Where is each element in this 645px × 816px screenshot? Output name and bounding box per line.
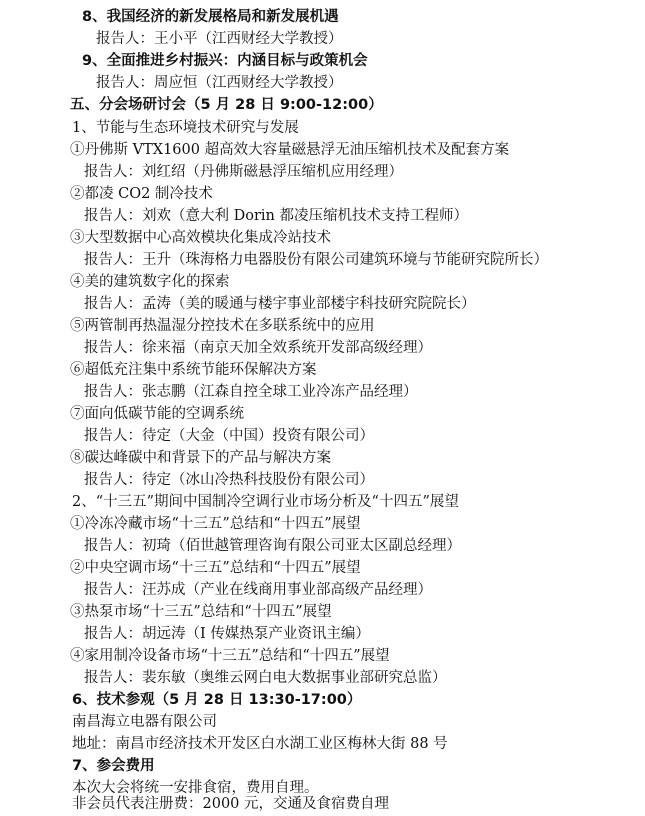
- talk-8-title: ⑧碳达峰碳中和背景下的产品与解决方案: [70, 450, 331, 466]
- talk-1-speaker: 报告人：刘红绍（丹佛斯磁悬浮压缩机应用经理）: [84, 164, 403, 180]
- market-talk-3-title: ③热泵市场“十三五”总结和“十四五”展望: [70, 604, 332, 620]
- fee-accommodation-note: 本次大会将统一安排食宿，费用自理。: [72, 780, 319, 796]
- market-talk-1-title: ①冷冻冷藏市场“十三五”总结和“十四五”展望: [70, 516, 361, 532]
- talk-8-speaker: 报告人：待定（冰山冷热科技股份有限公司）: [84, 472, 374, 488]
- talk-4-title: ④美的建筑数字化的探索: [70, 274, 230, 290]
- market-talk-4-title: ④家用制冷设备市场“十三五”总结和“十四五”展望: [70, 648, 390, 664]
- talk-1-title: ①丹佛斯 VTX1600 超高效大容量磁悬浮无油压缩机技术及配套方案: [70, 142, 510, 158]
- talk-7-title: ⑦面向低碳节能的空调系统: [70, 406, 244, 422]
- market-talk-3-speaker: 报告人：胡远涛（I 传媒热泵产业资讯主编）: [84, 626, 370, 642]
- agenda-item-8-speaker: 报告人：王小平（江西财经大学教授）: [96, 31, 343, 47]
- talk-5-speaker: 报告人：徐来福（南京天加全效系统开发部高级经理）: [84, 340, 432, 356]
- talk-3-speaker: 报告人：王升（珠海格力电器股份有限公司建筑环境与节能研究院所长）: [84, 252, 548, 268]
- talk-6-speaker: 报告人：张志鹏（江森自控全球工业冷冻产品经理）: [84, 384, 418, 400]
- talk-5-title: ⑤两管制再热温湿分控技术在多联系统中的应用: [70, 318, 375, 334]
- agenda-item-9-speaker: 报告人：周应恒（江西财经大学教授）: [96, 75, 343, 91]
- agenda-item-9-title: 9、全面推进乡村振兴：内涵目标与政策机会: [82, 53, 368, 69]
- section-7-heading: 7、参会费用: [72, 758, 155, 774]
- visit-address: 地址：南昌市经济技术开发区白水湖工业区梅林大街 88 号: [72, 736, 448, 752]
- talk-4-speaker: 报告人：孟涛（美的暖通与楼宇事业部楼宇科技研究院院长）: [84, 296, 476, 312]
- talk-3-title: ③大型数据中心高效模块化集成冷站技术: [70, 230, 331, 246]
- subsection-2-heading: 2、“十三五”期间中国制冷空调行业市场分析及“十四五”展望: [72, 494, 459, 510]
- agenda-item-8-title: 8、我国经济的新发展格局和新发展机遇: [82, 9, 339, 25]
- talk-6-title: ⑥超低充注集中系统节能环保解决方案: [70, 362, 317, 378]
- talk-2-speaker: 报告人：刘欢（意大利 Dorin 都凌压缩机技术支持工程师）: [84, 208, 468, 224]
- talk-2-title: ②都凌 CO2 制冷技术: [70, 186, 213, 202]
- market-talk-2-speaker: 报告人：汪苏成（产业在线商用事业部高级产品经理）: [84, 582, 432, 598]
- subsection-1-heading: 1、节能与生态环境技术研究与发展: [72, 120, 299, 136]
- talk-7-speaker: 报告人：待定（大金（中国）投资有限公司）: [84, 428, 374, 444]
- fee-registration-note: 非会员代表注册费：2000 元，交通及食宿费自理: [72, 796, 390, 812]
- market-talk-4-speaker: 报告人：裴东敏（奥维云网白电大数据事业部研究总监）: [84, 670, 447, 686]
- market-talk-1-speaker: 报告人：初琦（佰世越管理咨询有限公司亚太区副总经理）: [84, 538, 461, 554]
- section-6-heading: 6、技术参观（5 月 28 日 13:30-17:00）: [72, 692, 362, 708]
- section-5-heading: 五、分会场研讨会（5 月 28 日 9:00-12:00）: [70, 97, 383, 113]
- market-talk-2-title: ②中央空调市场“十三五”总结和“十四五”展望: [70, 560, 361, 576]
- visit-company-name: 南昌海立电器有限公司: [72, 714, 217, 730]
